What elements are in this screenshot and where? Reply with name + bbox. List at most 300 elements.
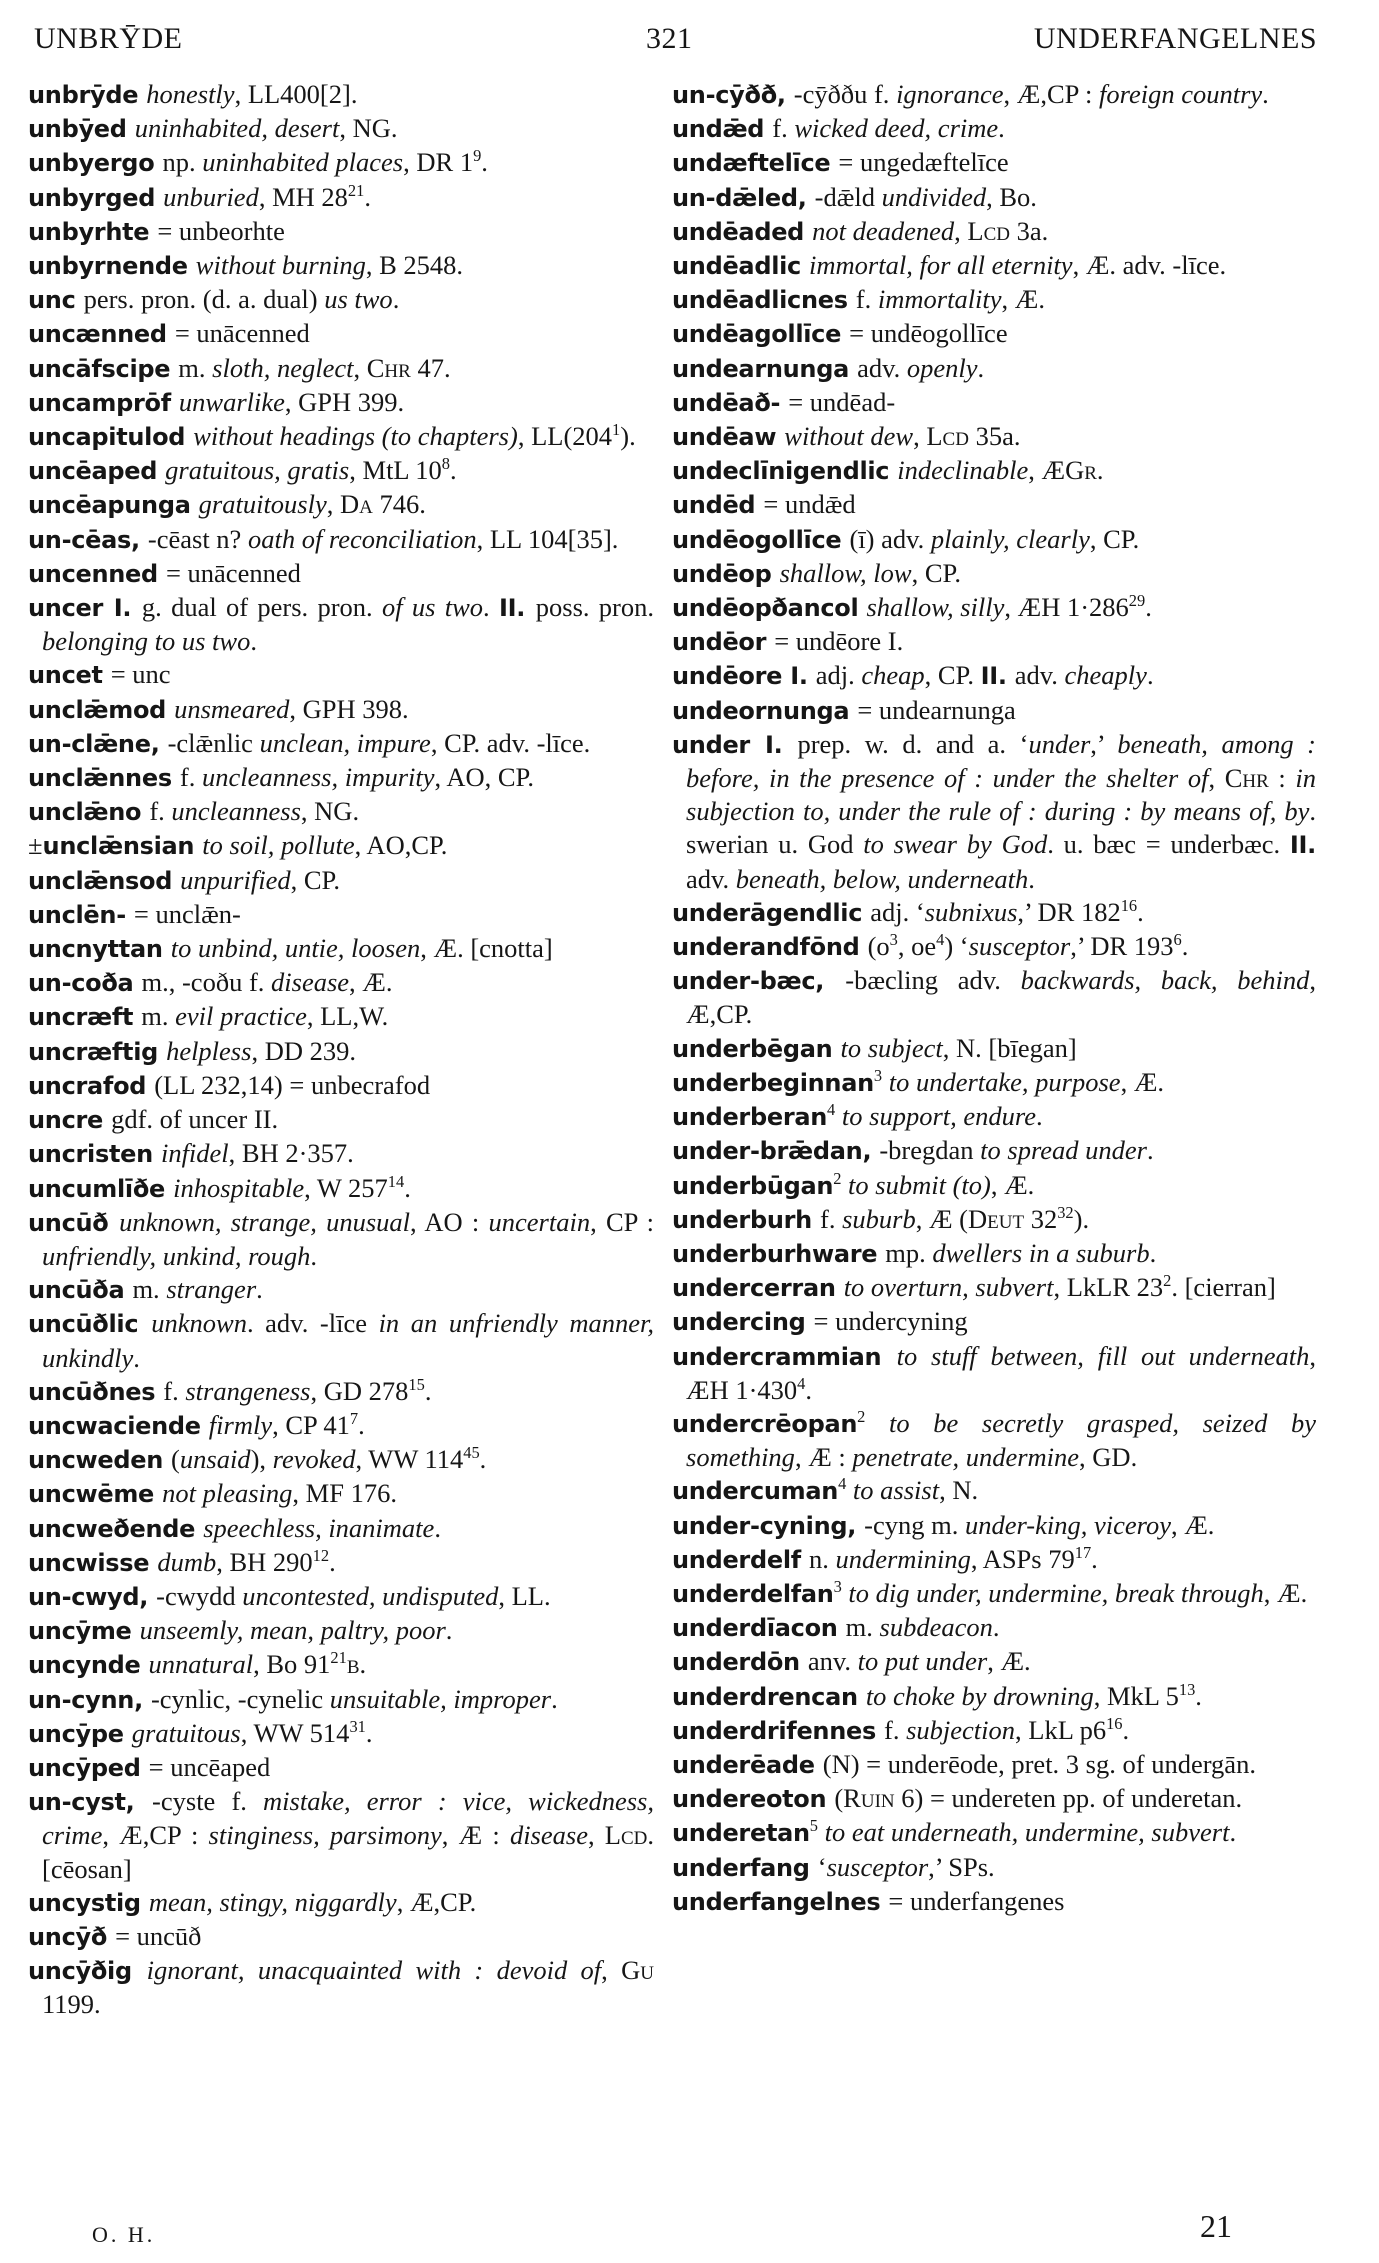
entry-headword: un-cynn, bbox=[28, 1685, 151, 1714]
entry-text: , MkL 5 bbox=[1093, 1680, 1179, 1711]
dictionary-entry bbox=[28, 1512, 654, 1546]
entry-headword: underdelfan bbox=[672, 1579, 834, 1608]
dictionary-entry bbox=[28, 1683, 654, 1717]
entry-headword: uncamprōf bbox=[28, 388, 179, 417]
entry-headword: unclǣnsod bbox=[28, 866, 181, 895]
entry-headword: I. bbox=[790, 662, 816, 691]
entry-text: 1199. bbox=[42, 1989, 101, 2020]
entry-headword: II. bbox=[498, 594, 536, 623]
entry-text: , Æ bbox=[1028, 455, 1066, 486]
dictionary-entry bbox=[672, 1611, 1316, 1645]
entry-superscript: 29 bbox=[1128, 591, 1146, 611]
entry-gloss: to put under bbox=[857, 1646, 988, 1677]
dictionary-entry bbox=[672, 1100, 1316, 1134]
entry-text: , CP. bbox=[290, 864, 340, 895]
entry-text: , ÆH 1·430 bbox=[686, 1340, 1316, 1405]
entry-text: m. bbox=[845, 1612, 880, 1643]
entry-gloss: disease bbox=[271, 967, 350, 998]
entry-superscript: 3 bbox=[873, 1066, 883, 1086]
dictionary-entry bbox=[672, 1680, 1316, 1714]
entry-text: . bbox=[998, 113, 1005, 144]
entry-abbrev: Chr bbox=[1224, 763, 1269, 794]
entry-text: . bbox=[1149, 1237, 1157, 1268]
dictionary-entry bbox=[28, 386, 654, 420]
dictionary-entry bbox=[28, 1069, 654, 1103]
entry-text: = ungedæftelīce bbox=[838, 147, 1009, 178]
entry-text: adv. bbox=[1014, 660, 1065, 691]
entry-gloss: without headings (to chapters) bbox=[193, 421, 518, 452]
entry-headword: uncūð bbox=[28, 1208, 120, 1237]
entry-headword: unclǣno bbox=[28, 798, 150, 827]
dictionary-entry bbox=[672, 1748, 1316, 1782]
entry-superscript: 5 bbox=[809, 1816, 819, 1836]
entry-text: -cyng m. bbox=[864, 1509, 965, 1540]
entry-headword: unbyrhte bbox=[28, 217, 158, 246]
entry-headword: underāgendlic bbox=[672, 898, 871, 927]
dictionary-entry bbox=[28, 795, 654, 829]
entry-headword: undercing bbox=[672, 1308, 814, 1337]
entry-text: adj. ‘ bbox=[870, 896, 925, 927]
dictionary-entry bbox=[28, 283, 654, 317]
entry-gloss: to stuff between, fill out underneath bbox=[896, 1340, 1310, 1371]
entry-text: , MtL 10 bbox=[349, 455, 442, 486]
entry-gloss: uninhabited places bbox=[202, 147, 404, 178]
entry-gloss: indeclinable bbox=[897, 455, 1029, 486]
entry-gloss: stinginess, parsimony bbox=[208, 1820, 442, 1851]
dictionary-entry bbox=[672, 1714, 1316, 1748]
entry-text: , oe bbox=[897, 931, 937, 962]
entry-gloss: cheap bbox=[861, 660, 925, 691]
entry-text: -bregdan bbox=[879, 1135, 981, 1166]
entry-gloss: to choke by drowning bbox=[865, 1680, 1094, 1711]
dictionary-entry bbox=[28, 693, 654, 727]
entry-text: f. bbox=[772, 113, 795, 144]
entry-text: = undercyning bbox=[813, 1306, 968, 1337]
dictionary-entry bbox=[28, 112, 654, 146]
entry-text: , Æ. bbox=[1001, 284, 1045, 315]
dictionary-entry bbox=[672, 1782, 1316, 1816]
entry-gloss: unseemly, mean, paltry, poor bbox=[139, 1615, 446, 1646]
entry-gloss: shallow, silly bbox=[866, 592, 1005, 623]
entry-headword: un-clǣne, bbox=[28, 729, 168, 758]
entry-gloss: disease bbox=[509, 1820, 588, 1851]
entry-text: -cȳððu f. bbox=[793, 79, 897, 109]
entry-headword: undercuman bbox=[672, 1477, 839, 1506]
entry-headword: uncūðnes bbox=[28, 1377, 164, 1406]
running-head-right: UNDERFANGELNES bbox=[1033, 22, 1317, 55]
entry-text: , bbox=[601, 1955, 622, 1986]
dictionary-entry bbox=[28, 1103, 654, 1137]
entry-text: f. bbox=[820, 1203, 843, 1234]
entry-text: . bbox=[1146, 660, 1154, 691]
entry-text: , Æ. adv. -līce. bbox=[1072, 250, 1227, 281]
entry-headword: unbyrnende bbox=[28, 252, 196, 281]
entry-headword: underfang bbox=[672, 1853, 818, 1882]
entry-superscript: 6 bbox=[1173, 930, 1182, 950]
entry-headword: unclēn- bbox=[28, 900, 134, 929]
entry-gloss: ignorant, unacquainted with : devoid of bbox=[146, 1955, 602, 1986]
entry-gloss: undivided bbox=[881, 181, 987, 212]
entry-text: , NG. bbox=[339, 113, 398, 144]
dictionary-entry bbox=[672, 283, 1316, 317]
entry-headword: uncȳð bbox=[28, 1922, 116, 1951]
entry-text: , Bo. bbox=[986, 181, 1037, 212]
dictionary-entry bbox=[672, 728, 1316, 896]
entry-text: . u. bæc = underbæc. bbox=[1047, 829, 1290, 860]
entry-gloss: strangeness bbox=[185, 1375, 311, 1406]
entry-text: . bbox=[1229, 1817, 1237, 1848]
entry-gloss: unsmeared bbox=[174, 693, 290, 724]
entry-headword: undēd bbox=[672, 491, 764, 520]
entry-text: 32 bbox=[1024, 1203, 1058, 1234]
dictionary-entry bbox=[672, 591, 1316, 625]
entry-gloss: unclean, impure bbox=[259, 727, 431, 758]
entry-text: prep. w. d. and a. ‘ bbox=[797, 728, 1029, 759]
entry-text: ,’ SPs. bbox=[928, 1851, 995, 1882]
dictionary-entry bbox=[672, 420, 1316, 454]
entry-gloss: stranger bbox=[166, 1274, 257, 1305]
entry-superscript: 45 bbox=[463, 1443, 480, 1463]
entry-text: , ASPs 79 bbox=[970, 1543, 1075, 1574]
running-head-left: UNBRȲDE bbox=[34, 22, 183, 55]
dictionary-entry bbox=[28, 215, 654, 249]
entry-text: . bbox=[445, 1615, 453, 1646]
entry-gloss: plainly, clearly bbox=[930, 523, 1090, 554]
entry-gloss: not deadened bbox=[812, 215, 955, 246]
entry-text: ( bbox=[171, 1444, 180, 1475]
entry-text: , Æ ( bbox=[915, 1203, 968, 1234]
dictionary-entry bbox=[672, 557, 1316, 591]
entry-text: , GD. bbox=[1079, 1442, 1138, 1473]
entry-gloss: uncontested, undisputed bbox=[242, 1580, 499, 1611]
entry-headword: undēogollīce bbox=[672, 525, 850, 554]
entry-text: . bbox=[434, 1512, 441, 1543]
entry-abbrev: Ruin bbox=[843, 1783, 895, 1814]
entry-gloss: unpurified bbox=[180, 864, 291, 895]
dictionary-entry bbox=[28, 1717, 654, 1751]
dictionary-entry bbox=[672, 930, 1316, 964]
entry-text: -cynlic, -cynelic bbox=[150, 1683, 330, 1714]
entry-text: . bbox=[358, 1409, 365, 1440]
dictionary-entry bbox=[28, 249, 654, 283]
entry-headword: uncræft bbox=[28, 1003, 142, 1032]
dictionary-entry bbox=[28, 420, 654, 454]
dictionary-entry bbox=[28, 1785, 654, 1886]
entry-headword: underdīacon bbox=[672, 1614, 846, 1643]
entry-headword: uncet bbox=[28, 661, 111, 690]
dictionary-entry bbox=[672, 317, 1316, 351]
entry-headword: uncȳped bbox=[28, 1753, 149, 1782]
entry-text: -clǣnlic bbox=[167, 727, 260, 758]
entry-text: -cwydd bbox=[156, 1580, 243, 1611]
entry-superscript: 21 bbox=[330, 1648, 347, 1668]
entry-abbrev: b bbox=[346, 1649, 360, 1680]
entry-text: , GPH 399. bbox=[284, 386, 405, 417]
dictionary-entry bbox=[672, 659, 1316, 693]
sheet-number: 21 bbox=[1200, 2208, 1232, 2244]
entry-headword: underburh bbox=[672, 1205, 821, 1234]
entry-text: adv. bbox=[686, 863, 736, 894]
entry-text: 47. bbox=[410, 352, 451, 383]
entry-superscript: 4 bbox=[797, 1373, 806, 1393]
entry-text: , LL,W. bbox=[306, 1001, 389, 1032]
entry-text: . [cierran] bbox=[1171, 1272, 1276, 1303]
entry-text: , WW 114 bbox=[355, 1444, 464, 1475]
entry-text: f. bbox=[163, 1375, 186, 1406]
entry-gloss: subjection bbox=[906, 1714, 1016, 1745]
entry-text: = unbeorhte bbox=[157, 215, 285, 246]
entry-text: . bbox=[992, 1612, 1000, 1643]
entry-text: , bbox=[353, 352, 367, 383]
entry-headword: undeornunga bbox=[672, 696, 858, 725]
entry-gloss: speechless, inanimate bbox=[203, 1512, 435, 1543]
entry-text: gdf. of uncer II. bbox=[111, 1104, 279, 1135]
entry-superscript: 15 bbox=[408, 1374, 425, 1394]
entry-text: . bbox=[1091, 1543, 1098, 1574]
entry-headword: un-dǣled, bbox=[672, 183, 815, 212]
entry-gloss: to soil, pollute bbox=[202, 830, 355, 861]
entry-text: . bbox=[359, 1649, 367, 1680]
entry-text bbox=[882, 1067, 889, 1097]
entry-text: . bbox=[1195, 1680, 1202, 1711]
entry-headword: under-bæc, bbox=[672, 967, 846, 996]
entry-superscript: 8 bbox=[441, 454, 450, 474]
dictionary-entry bbox=[672, 964, 1316, 1031]
entry-abbrev: Lcd bbox=[926, 421, 969, 452]
entry-text: , bbox=[913, 421, 927, 452]
entry-text: m. bbox=[141, 1001, 176, 1032]
entry-text: , ÆH 1·286 bbox=[1004, 592, 1129, 623]
entry-superscript: 4 bbox=[936, 930, 945, 950]
entry-text: , Æ,CP. bbox=[686, 965, 1317, 1030]
entry-superscript: 3 bbox=[889, 930, 898, 950]
entry-headword: uncweðende bbox=[28, 1514, 204, 1543]
entry-text: , MF 176. bbox=[292, 1478, 397, 1509]
entry-gloss: oath of reconciliation bbox=[247, 523, 477, 554]
entry-text: = unācenned bbox=[174, 318, 310, 349]
entry-text: (ī) adv. bbox=[849, 523, 931, 554]
dictionary-entry bbox=[672, 454, 1316, 488]
entry-headword: under-cyning, bbox=[672, 1511, 865, 1540]
dictionary-entry bbox=[28, 488, 654, 522]
entry-text: . bbox=[1181, 931, 1189, 962]
entry-gloss: unfriendly, unkind, rough bbox=[42, 1240, 311, 1271]
entry-gloss: subnixus bbox=[924, 896, 1018, 927]
entry-headword: uncwisse bbox=[28, 1548, 158, 1577]
entry-headword: undēað- bbox=[672, 388, 789, 417]
entry-text: . adv. -līce bbox=[246, 1308, 379, 1339]
dictionary-entry bbox=[672, 1474, 1316, 1508]
entry-text: 746. bbox=[372, 489, 426, 520]
entry-superscript: 32 bbox=[1057, 1202, 1074, 1222]
entry-headword: un-cēas, bbox=[28, 525, 148, 554]
dictionary-entry bbox=[28, 1751, 654, 1785]
entry-superscript: 17 bbox=[1074, 1542, 1092, 1562]
entry-text: . bbox=[310, 1240, 318, 1271]
entry-text: , Æ : bbox=[794, 1442, 853, 1473]
entry-text bbox=[835, 1101, 842, 1131]
entry-headword: undēaw bbox=[672, 423, 785, 452]
entry-gloss: beneath, among : before, in the presence of : under the shelter of bbox=[686, 728, 1317, 794]
entry-headword: II. bbox=[1289, 831, 1316, 860]
dictionary-entry bbox=[28, 181, 654, 215]
entry-gloss: wicked deed, crime bbox=[794, 113, 999, 144]
entry-text: ). bbox=[1073, 1203, 1090, 1234]
entry-headword: undercrammian bbox=[672, 1342, 897, 1371]
dictionary-entry bbox=[672, 523, 1316, 557]
entry-text: , WW 514 bbox=[240, 1717, 350, 1748]
entry-gloss: sloth, neglect bbox=[212, 352, 354, 383]
entry-headword: uncapitulod bbox=[28, 423, 194, 452]
entry-text: , bbox=[326, 489, 340, 520]
dictionary-entry bbox=[28, 1307, 654, 1374]
dictionary-entry bbox=[28, 1409, 654, 1443]
entry-gloss: unsaid bbox=[179, 1444, 251, 1475]
entry-gloss: susceptor bbox=[826, 1851, 929, 1882]
entry-text: , Æ,CP : bbox=[1003, 79, 1099, 109]
right-column bbox=[672, 78, 1316, 1919]
dictionary-entry bbox=[672, 694, 1316, 728]
dictionary-entry bbox=[28, 1648, 654, 1682]
entry-text: , B 2548. bbox=[365, 250, 464, 281]
entry-gloss: uninhabited, desert bbox=[134, 113, 340, 144]
entry-text bbox=[846, 1475, 853, 1505]
dictionary-entry bbox=[28, 352, 654, 386]
left-column bbox=[28, 78, 654, 2022]
entry-gloss: gratuitously bbox=[198, 489, 327, 520]
entry-headword: undēore bbox=[672, 662, 791, 691]
entry-text: . [cēosan] bbox=[42, 1820, 654, 1884]
entry-text: ‘ bbox=[817, 1851, 827, 1882]
entry-text: = undearnunga bbox=[857, 694, 1016, 725]
entry-gloss: revoked bbox=[272, 1444, 356, 1475]
entry-text: , AO,CP. bbox=[354, 830, 448, 861]
entry-superscript: 4 bbox=[827, 1100, 836, 1120]
entry-headword: unclǣnsian bbox=[42, 832, 203, 861]
entry-gloss: to unbind, untie, loosen bbox=[170, 933, 421, 964]
entry-gloss: to spread under bbox=[980, 1135, 1147, 1166]
entry-text: = undēogollīce bbox=[849, 318, 1008, 349]
dictionary-entry bbox=[28, 1172, 654, 1206]
entry-superscript: 12 bbox=[312, 1545, 330, 1565]
entry-superscript: 4 bbox=[838, 1474, 847, 1494]
entry-gloss: unknown, strange, unusual bbox=[119, 1206, 410, 1237]
dictionary-entry bbox=[28, 727, 654, 761]
dictionary-entry bbox=[672, 1851, 1316, 1885]
dictionary-entry bbox=[28, 898, 654, 932]
entry-superscript: 13 bbox=[1178, 1679, 1196, 1699]
dictionary-entry bbox=[672, 896, 1316, 930]
entry-text: = unācenned bbox=[165, 557, 301, 588]
entry-headword: underbūgan bbox=[672, 1171, 834, 1200]
entry-headword: underetan bbox=[672, 1819, 810, 1848]
entry-headword: uncēaped bbox=[28, 457, 166, 486]
dictionary-entry bbox=[28, 761, 654, 795]
entry-text: , Bo 91 bbox=[253, 1649, 331, 1680]
entry-gloss: gratuitous, gratis bbox=[165, 455, 350, 486]
dictionary-entry bbox=[672, 1543, 1316, 1577]
entry-gloss: belonging to us two bbox=[42, 626, 251, 657]
entry-gloss: penetrate, undermine bbox=[852, 1442, 1080, 1473]
entry-headword: underandfōnd bbox=[672, 933, 868, 962]
entry-text: g. dual of pers. pron. bbox=[141, 592, 382, 623]
entry-gloss: in an unfriendly manner, unkindly bbox=[42, 1308, 654, 1373]
entry-text: . bbox=[329, 1546, 336, 1577]
dictionary-entry bbox=[672, 181, 1316, 215]
entry-abbrev: Chr bbox=[366, 352, 411, 383]
dictionary-entry bbox=[28, 1954, 654, 2021]
entry-text: f. bbox=[884, 1714, 907, 1745]
entry-gloss: to submit (to) bbox=[848, 1169, 991, 1200]
entry-headword: underberan bbox=[672, 1103, 828, 1132]
entry-headword: underdelf bbox=[672, 1545, 809, 1574]
entry-gloss: to support, endure bbox=[841, 1101, 1036, 1132]
dictionary-entry bbox=[672, 352, 1316, 386]
entry-text: ), bbox=[250, 1444, 273, 1475]
entry-headword: I. bbox=[113, 594, 142, 623]
entry-text: 6) = undereten pp. of underetan. bbox=[894, 1783, 1243, 1814]
entry-text: , BH 290 bbox=[216, 1546, 313, 1577]
entry-text: , NG. bbox=[300, 796, 360, 827]
entry-text: , CP 41 bbox=[272, 1409, 350, 1440]
entry-text: , CP : bbox=[590, 1206, 654, 1237]
entry-text: , CP. bbox=[924, 660, 981, 691]
entry-gloss: unsuitable, improper bbox=[329, 1683, 552, 1714]
entry-gloss: foreign country bbox=[1099, 79, 1263, 109]
dictionary-entry bbox=[28, 1546, 654, 1580]
entry-headword: un-cȳðð, bbox=[672, 81, 794, 109]
entry-gloss: immortality bbox=[877, 284, 1002, 315]
entry-text: adv. bbox=[857, 352, 907, 383]
entry-text: , Æ,CP : bbox=[102, 1820, 209, 1851]
entry-text: , Æ. bbox=[349, 967, 393, 998]
entry-text: , N. [bīegan] bbox=[942, 1032, 1077, 1063]
entry-gloss: to overturn, subvert bbox=[843, 1272, 1054, 1303]
dictionary-entry bbox=[28, 1614, 654, 1648]
dictionary-entry bbox=[28, 1477, 654, 1511]
entry-headword: uncre bbox=[28, 1106, 112, 1135]
entry-text: : bbox=[1268, 763, 1296, 794]
entry-gloss: mean, stingy, niggardly bbox=[148, 1886, 397, 1917]
page-number: 321 bbox=[646, 22, 693, 55]
entry-headword: underbēgan bbox=[672, 1034, 841, 1063]
entry-gloss: uncertain bbox=[488, 1206, 591, 1237]
entry-text: adj. bbox=[815, 660, 862, 691]
entry-text: ,’ DR 193 bbox=[1070, 931, 1174, 962]
entry-gloss: backwards, back, behind bbox=[1020, 965, 1310, 996]
entry-text: (LL 232,14) = unbecrafod bbox=[154, 1069, 431, 1100]
entry-gloss: firmly bbox=[208, 1409, 273, 1440]
entry-headword: uncnyttan bbox=[28, 935, 171, 964]
dictionary-entry bbox=[672, 1134, 1316, 1168]
dictionary-entry bbox=[672, 1305, 1316, 1339]
entry-text: . bbox=[1096, 455, 1104, 486]
entry-headword: underfangelnes bbox=[672, 1887, 889, 1916]
entry-text: = undǣd bbox=[763, 489, 856, 520]
entry-headword: undēor bbox=[672, 628, 775, 657]
dictionary-entry bbox=[28, 1886, 654, 1920]
entry-headword: undeclīnigendlic bbox=[672, 457, 898, 486]
entry-text: . bbox=[977, 352, 985, 383]
entry-text: anv. bbox=[807, 1646, 858, 1677]
entry-text: . bbox=[1146, 1135, 1154, 1166]
entry-text: . swerian u. God bbox=[686, 796, 1316, 860]
entry-text: (o bbox=[867, 931, 890, 962]
entry-text: ,’ bbox=[1090, 728, 1118, 759]
entry-abbrev: Lcd bbox=[967, 215, 1010, 246]
entry-text: . bbox=[551, 1683, 558, 1714]
entry-headword: I. bbox=[764, 730, 798, 759]
